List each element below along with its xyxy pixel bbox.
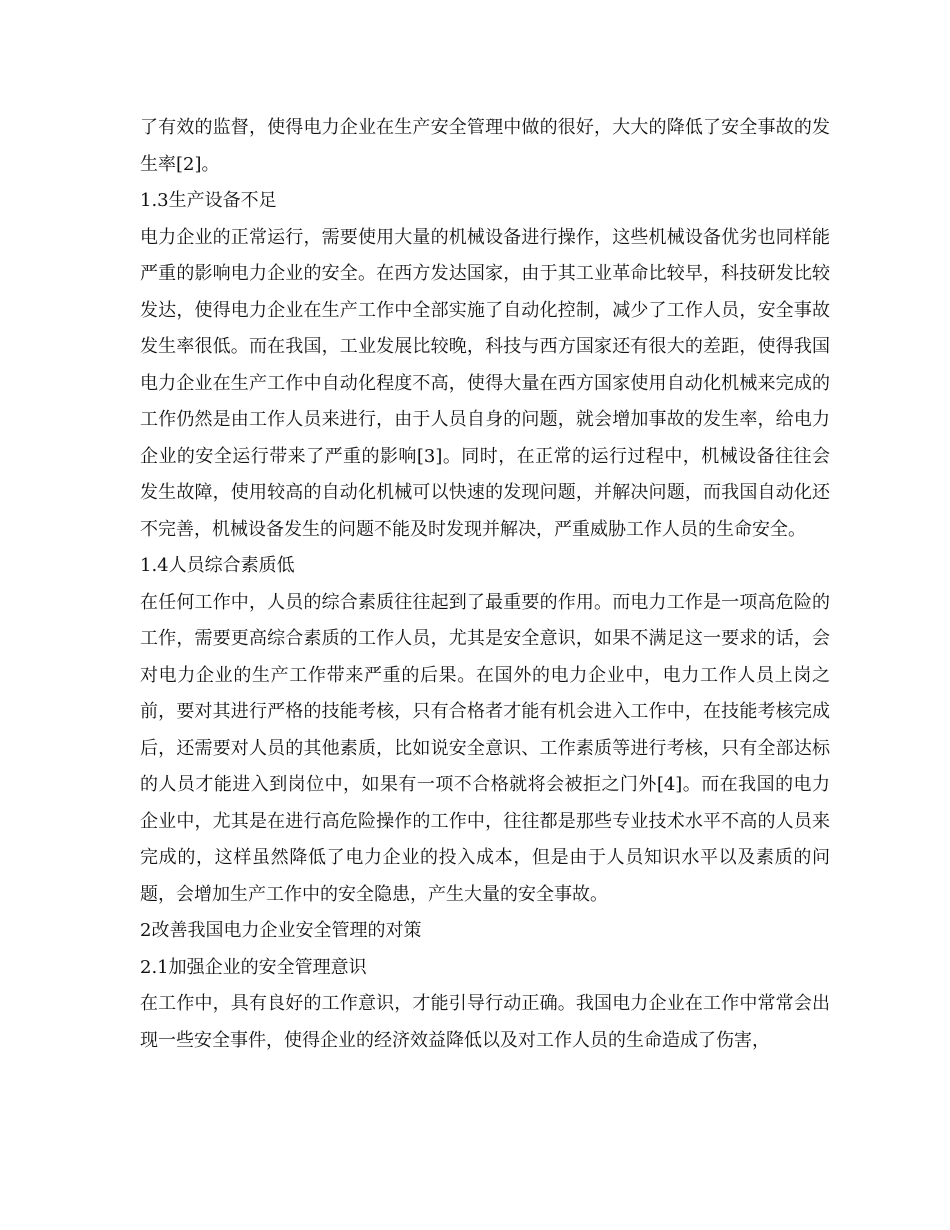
section-heading-1-3: 1.3生产设备不足: [140, 190, 277, 211]
paragraph-supervision: 了有效的监督，使得电力企业在生产安全管理中做的很好，大大的降低了安全事故的发生率[2]。: [140, 117, 830, 175]
paragraph-personnel-quality: 在任何工作中，人员的综合素质往往起到了最重要的作用。而电力工作是一项高危险的工作，需要更高综合素质的工作人员，尤其是安全意识，如果不满足这一要求的话，会对电力企业的生产工作带来严重的后果。在国外的电力企业中，电力工作人员上岗之前，要对其进行严格的技能考核，只有合格者才能有机会进入工作中，在技能考核完成后，还需要对人员的其他素质，比如说安全意识、工作素质等进行考核，只有全部达标的人员才能进入到岗位中，如果有一项不合格就将会被拒之门外[4]。而在我国的电力企业中，尤其是在进行高危险操作的工作中，往往都是那些专业技术水平不高的人员来完成的，这样虽然降低了电力企业的投入成本，但是由于人员知识水平以及素质的问题，会增加生产工作中的安全隐患，产生大量的安全事故。: [140, 591, 830, 905]
paragraph-safety-awareness: 在工作中，具有良好的工作意识，才能引导行动正确。我国电力企业在工作中常常会出现一些安全事件，使得企业的经济效益降低以及对工作人员的生命造成了伤害，: [140, 993, 830, 1051]
document-body: [140, 110, 830, 1059]
section-heading-2-1: 2.1加强企业的安全管理意识: [140, 956, 367, 978]
paragraph-equipment: 电力企业的正常运行，需要使用大量的机械设备进行操作，这些机械设备优劣也同样能严重的影响电力企业的安全。在西方发达国家，由于其工业革命比较早，科技研发比较发达，使得电力企业在生产工作中全部实施了自动化控制，减少了工作人员，安全事故发生率很低。而在我国，工业发展比较晚，科技与西方国家还有很大的差距，使得我国电力企业在生产工作中自动化程度不高，使得大量在西方国家使用自动化机械来完成的工作仍然是由工作人员来进行，由于人员自身的问题，就会增加事故的发生率，给电力企业的安全运行带来了严重的影响[3]。同时，在正常的运行过程中，机械设备往往会发生故障，使用较高的自动化机械可以快速的发现问题，并解决问题，而我国自动化还不完善，机械设备发生的问题不能及时发现并解决，严重威胁工作人员的生命安全。: [140, 226, 830, 540]
section-heading-1-4: 1.4人员综合素质低: [140, 555, 295, 576]
section-heading-2: 2改善我国电力企业安全管理的对策: [140, 920, 422, 941]
